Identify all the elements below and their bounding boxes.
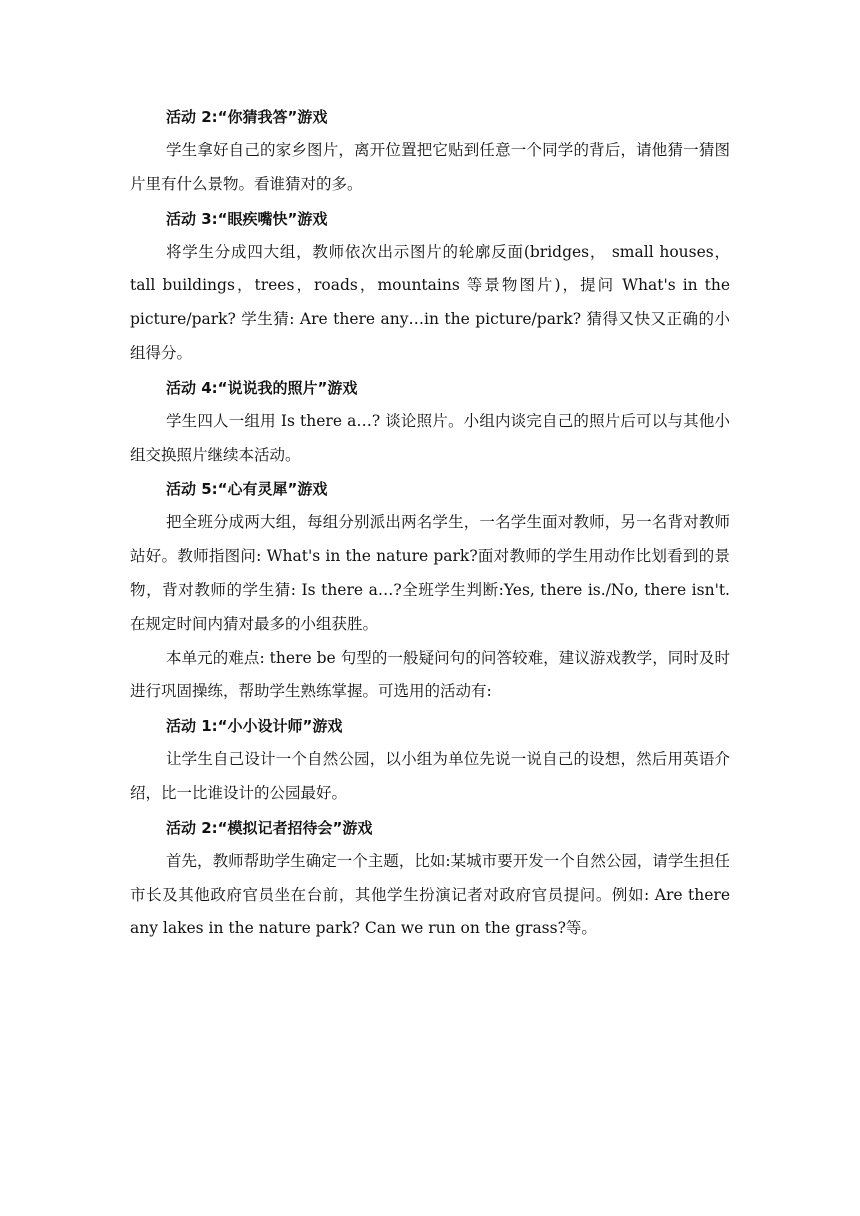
document-page xyxy=(130,100,730,946)
body-paragraph: 学生拿好自己的家乡图片，离开位置把它贴到任意一个同学的背后，请他猜一猜图片里有什么景物。看谁猜对的多。 xyxy=(130,141,730,193)
activity-heading: 活动 5:“心有灵犀”游戏 xyxy=(166,480,328,499)
activity-heading: 活动 2:“模拟记者招待会”游戏 xyxy=(166,818,373,837)
body-paragraph: 将学生分成四大组，教师依次出示图片的轮廓反面(bridges， small houses，tall buildings，trees，roads，mountains 等景物图片)，提问 What's in the picture/park? 学生猜: Are there any…in the picture/park? 猜得又快又正确的小组得分。 xyxy=(130,242,730,362)
body-paragraph: 把全班分成两大组，每组分别派出两名学生，一名学生面对教师，另一名背对教师站好。教师指图问: What's in the nature park?面对教师的学生用动作比划看到的景物，背对教师的学生猜: Is there a…?全班学生判断:Yes, there is./No, there isn't. 在规定时间内猜对最多的小组获胜。 xyxy=(130,513,730,633)
body-paragraph: 本单元的难点: there be 句型的一般疑问句的问答较难，建议游戏教学，同时及时进行巩固操练，帮助学生熟练掌握。可选用的活动有: xyxy=(130,648,730,701)
activity-heading: 活动 1:“小小设计师”游戏 xyxy=(166,717,343,736)
body-paragraph: 首先，教师帮助学生确定一个主题，比如:某城市要开发一个自然公园，请学生担任市长及其他政府官员坐在台前，其他学生扮演记者对政府官员提问。例如: Are there any lakes in the nature park? Can we run on the grass?等。 xyxy=(130,851,730,938)
activity-heading: 活动 4:“说说我的照片”游戏 xyxy=(166,378,358,397)
activity-heading: 活动 3:“眼疾嘴快”游戏 xyxy=(166,209,328,228)
activity-heading: 活动 2:“你猜我答”游戏 xyxy=(166,108,328,126)
body-paragraph: 让学生自己设计一个自然公园，以小组为单位先说一说自己的设想，然后用英语介绍，比一比谁设计的公园最好。 xyxy=(130,750,730,802)
body-paragraph: 学生四人一组用 Is there a…? 谈论照片。小组内谈完自己的照片后可以与其他小组交换照片继续本活动。 xyxy=(130,411,730,464)
